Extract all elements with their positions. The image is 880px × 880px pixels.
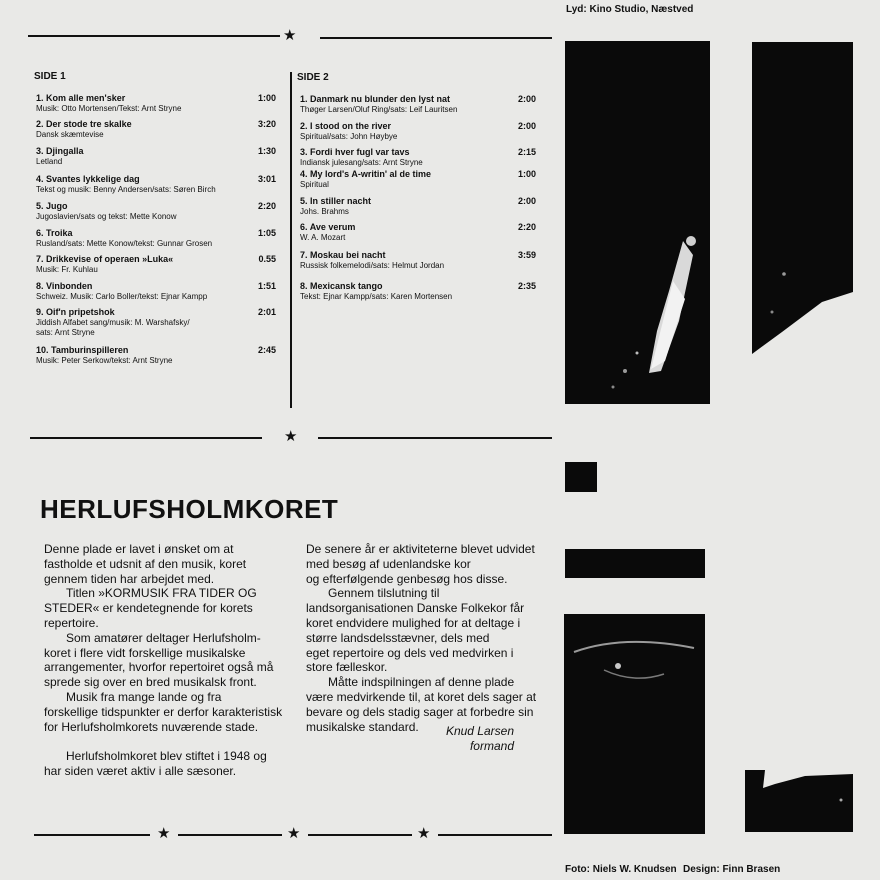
track-title-text: Fordi hver fugl var tavs (310, 147, 410, 157)
track-credit: Rusland/sats: Mette Konow/tekst: Gunnar Grosen (36, 239, 213, 248)
track-duration: 2:00 (517, 196, 536, 206)
track-credit: Dansk skæmtevise (36, 130, 104, 139)
track-number: 7. (36, 254, 44, 264)
track-number: 10. (36, 345, 49, 355)
side2-title: SIDE 2 (297, 72, 329, 83)
signature-role: formand (469, 738, 514, 753)
track-item (36, 254, 276, 275)
photo-credit: Foto: Niels W. Knudsen (565, 864, 677, 875)
track-item (300, 121, 536, 142)
track-item (36, 174, 276, 195)
track-title-text: Tamburinspilleren (51, 345, 129, 355)
track-credit: Spiritual/sats: John Høybye (300, 132, 398, 141)
track-item (300, 94, 536, 115)
paragraph: Titlen »KORMUSIK FRA TIDER OG STEDER« er kendetegnende for korets repertoire. (44, 586, 257, 630)
track-duration: 0.55 (258, 254, 276, 264)
bottom-rule-1 (34, 834, 150, 836)
bottom-rule-3 (308, 834, 412, 836)
top-rule-left (28, 35, 280, 37)
track-credit: W. A. Mozart (300, 233, 346, 242)
track-credit: Letland (36, 157, 63, 166)
bottom-rule-2 (178, 834, 282, 836)
track-item (300, 222, 536, 243)
photo-highlight (565, 41, 710, 404)
star-icon: ★ (284, 427, 298, 445)
track-title-text: Jugo (46, 201, 68, 211)
paragraph: Gennem tilslutning til landsorganisationen Danske Folkekor får koret endvidere mulighed for at deltage i større landsdelsstævner, dels med eget repertoire og dels ved medvirken i store fælleskor. (306, 586, 525, 675)
star-icon: ★ (157, 824, 171, 842)
bottom-rule-4 (438, 834, 552, 836)
track-item (300, 250, 536, 271)
side-divider (290, 72, 292, 408)
star-icon: ★ (287, 824, 301, 842)
track-title-text: Ave verum (309, 222, 356, 232)
design-credit: Design: Finn Brasen (683, 864, 781, 875)
track-credit: Spiritual (300, 180, 329, 189)
track-item (300, 196, 536, 217)
track-duration: 2:15 (517, 147, 536, 157)
track-credit: Musik: Peter Serkow/tekst: Arnt Stryne (36, 356, 173, 365)
track-number: 1. (36, 93, 44, 103)
track-number: 8. (300, 281, 308, 291)
photo-highlight (752, 42, 853, 354)
track-credit: Indiansk julesang/sats: Arnt Stryne (300, 158, 423, 167)
track-number: 4. (300, 169, 308, 179)
track-number: 1. (300, 94, 308, 104)
track-title-text: Oif'n pripetshok (46, 307, 115, 317)
track-credit: sats: Arnt Stryne (36, 328, 95, 337)
track-item (36, 146, 276, 167)
track-duration: 1:51 (257, 281, 276, 291)
photo-fragment (565, 462, 597, 492)
track-duration: 3:59 (517, 250, 536, 260)
left-text-column (44, 542, 294, 779)
track-item (36, 307, 276, 338)
track-duration: 2:01 (257, 307, 276, 317)
paragraph: De senere år er aktiviteterne blevet udvidet med besøg af udenlandske kor og efterfølgende genbesøg hos disse. (306, 542, 535, 586)
track-duration: 1:30 (257, 146, 276, 156)
paragraph: Måtte indspilningen af denne plade være medvirkende til, at koret dels sager at bevare og dels stadig sager at forbedre sin musikalske standard. (306, 675, 537, 734)
track-duration: 2:00 (517, 94, 536, 104)
track-item (36, 281, 276, 302)
track-duration: 1:05 (257, 228, 276, 238)
paragraph: Denne plade er lavet i ønsket om at fastholde et udsnit af den musik, koret gennem tiden har arbejdet med. (44, 542, 247, 586)
signature-name: Knud Larsen (445, 724, 514, 738)
track-title-text: Vinbonden (46, 281, 93, 291)
track-credit: Jugoslavien/sats og tekst: Mette Konow (36, 212, 177, 221)
track-title-text: Drikkevise of operaen »Luka« (46, 254, 174, 264)
track-number: 6. (300, 222, 308, 232)
track-title-text: Djingalla (46, 146, 84, 156)
track-duration: 1:00 (257, 93, 276, 103)
mid-rule-right (318, 437, 552, 439)
track-credit: Musik: Otto Mortensen/Tekst: Arnt Stryne (36, 104, 182, 113)
track-title-text: I stood on the river (310, 121, 392, 131)
paragraph: Herlufsholmkoret blev stiftet i 1948 og har siden været aktiv i alle sæsoner. (44, 749, 267, 779)
track-credit: Johs. Brahms (300, 207, 349, 216)
side1-title: SIDE 1 (34, 71, 66, 82)
track-number: 3. (300, 147, 308, 157)
choir-heading: HERLUFSHOLMKORET (40, 494, 339, 524)
star-icon: ★ (283, 26, 297, 44)
track-number: 8. (36, 281, 44, 291)
photo-panel-bottom-right (745, 770, 853, 832)
track-credit: Russisk folkemelodi/sats: Helmut Jordan (300, 261, 445, 270)
track-duration: 2:20 (517, 222, 536, 232)
track-number: 3. (36, 146, 44, 156)
track-title-text: Mexicansk tango (310, 281, 383, 291)
track-number: 6. (36, 228, 44, 238)
photo-panel-large (565, 41, 710, 404)
track-credit: Thøger Larsen/Oluf Ring/sats: Leif Lauritsen (300, 105, 458, 114)
track-title-text: Svantes lykkelige dag (46, 174, 140, 184)
mid-rule-left (30, 437, 262, 439)
track-duration: 2:35 (517, 281, 536, 291)
track-duration: 2:20 (257, 201, 276, 211)
photo-strip (565, 549, 705, 578)
track-title-text: In stiller nacht (310, 196, 372, 206)
paragraph: Som amatører deltager Herlufsholm- koret i flere vidt forskellige musikalske arrangementer, hvorfor repertoiret også må sprede sig over en bred musikalsk front. (44, 630, 274, 690)
track-item (300, 169, 536, 190)
track-item (36, 345, 276, 366)
track-title-text: Kom alle men'sker (46, 93, 126, 103)
track-duration: 3:01 (257, 174, 276, 184)
track-title-text: My lord's A-writin' al de time (310, 169, 431, 179)
right-text-column (306, 542, 556, 734)
track-item (36, 119, 276, 140)
track-credit: Schweiz. Musik: Carlo Boller/tekst: Ejnar Kampp (36, 292, 208, 301)
track-title-text: Der stode tre skalke (46, 119, 132, 129)
track-item (36, 201, 276, 222)
track-duration: 1:00 (517, 169, 536, 179)
photo-highlight (745, 770, 853, 832)
track-title-text: Danmark nu blunder den lyst nat (310, 94, 451, 104)
track-credit: Tekst og musik: Benny Andersen/sats: Søren Birch (36, 185, 216, 194)
paragraph: Musik fra mange lande og fra forskellige tidspunkter er derfor karakteristisk for Herlufsholmkorets nuværende stade. (44, 689, 283, 734)
track-item (300, 281, 536, 302)
photo-highlight (564, 614, 705, 834)
track-number: 2. (300, 121, 308, 131)
track-item (300, 147, 536, 168)
photo-panel-right (752, 42, 853, 354)
track-title-text: Moskau bei nacht (310, 250, 386, 260)
sound-credit: Lyd: Kino Studio, Næstved (566, 4, 694, 15)
track-duration: 2:00 (517, 121, 536, 131)
track-number: 2. (36, 119, 44, 129)
track-duration: 3:20 (257, 119, 276, 129)
track-credit: Musik: Fr. Kuhlau (36, 265, 98, 274)
track-item (36, 93, 276, 114)
photo-panel-bottom (564, 614, 705, 834)
track-credit: Tekst: Ejnar Kampp/sats: Karen Mortensen (300, 292, 453, 301)
track-credit: Jiddish Alfabet sang/musik: M. Warshafsky/ (36, 318, 190, 327)
track-number: 5. (300, 196, 308, 206)
track-number: 4. (36, 174, 44, 184)
track-number: 5. (36, 201, 44, 211)
track-duration: 2:45 (257, 345, 276, 355)
track-title-text: Troika (46, 228, 73, 238)
signature (400, 724, 514, 754)
star-icon: ★ (417, 824, 431, 842)
top-rule-right (320, 37, 552, 39)
track-item (36, 228, 276, 249)
track-number: 9. (36, 307, 44, 317)
track-number: 7. (300, 250, 308, 260)
